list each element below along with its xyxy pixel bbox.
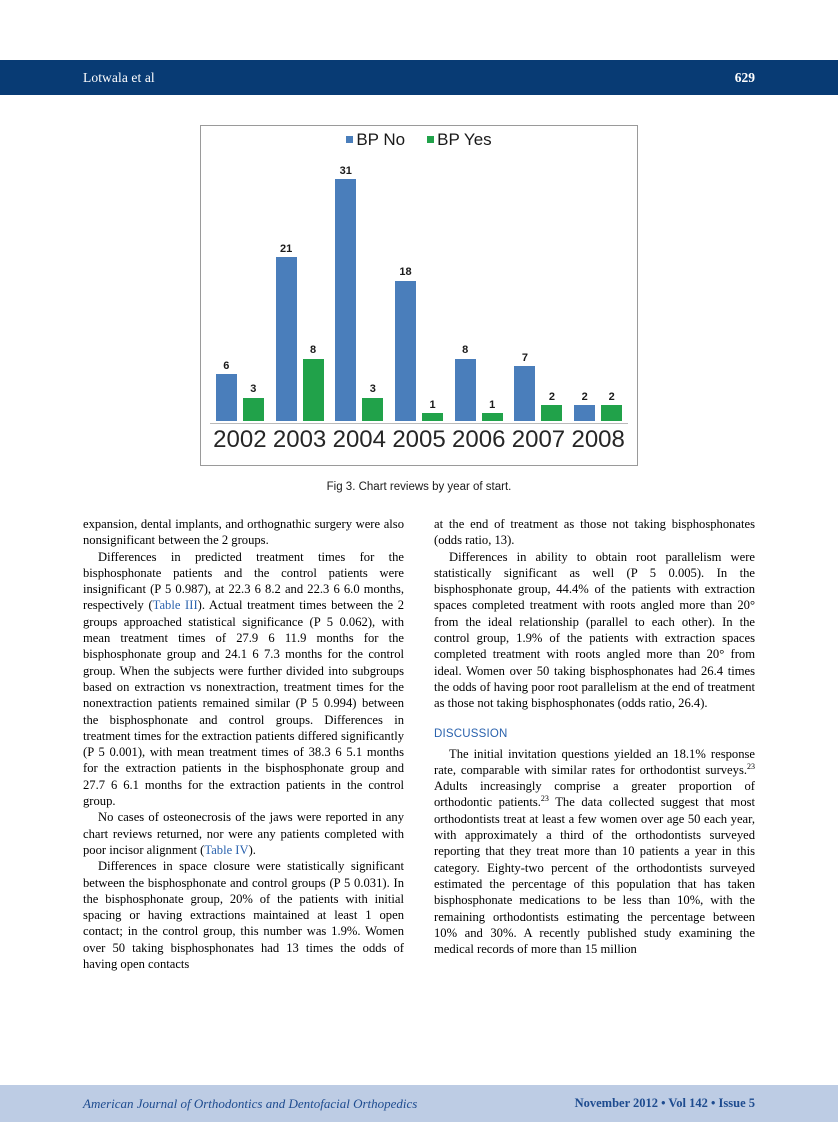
legend-swatch-bp-yes	[427, 136, 434, 143]
footer-band	[0, 1085, 838, 1122]
bar-bp-no	[216, 158, 237, 421]
bar-group	[568, 158, 628, 421]
running-head-band	[0, 60, 838, 95]
page-number: 629	[734, 69, 755, 85]
bar-value-label: 31	[339, 164, 352, 177]
bar-bp-yes	[422, 158, 443, 421]
legend-item-bp-no	[346, 131, 405, 148]
bar-value-label: 7	[521, 351, 529, 364]
bar-rect	[276, 257, 297, 421]
bar-group	[389, 158, 449, 421]
bar-value-label: 1	[429, 398, 436, 411]
right-column	[434, 516, 755, 972]
bar-bp-yes	[303, 158, 324, 421]
left-column	[83, 516, 404, 972]
bar-rect	[395, 281, 416, 421]
bar-bp-no	[574, 158, 595, 421]
table-reference-link[interactable]: Table IV	[204, 842, 249, 857]
bar-group	[329, 158, 389, 421]
bar-value-label: 3	[369, 383, 376, 396]
bar-bp-no	[335, 158, 356, 421]
bar-rect	[541, 405, 562, 421]
bar-groups	[210, 158, 628, 421]
bar-bp-no	[395, 158, 416, 421]
legend-label-bp-yes: BP Yes	[437, 130, 492, 149]
legend-label-bp-no: BP No	[356, 130, 406, 149]
bar-rect	[482, 413, 503, 421]
bar-value-label: 18	[399, 266, 412, 279]
issue-info: November 2012 • Vol 142 • Issue 5	[574, 1096, 755, 1110]
bar-rect	[422, 413, 443, 421]
x-tick-label: 2006	[452, 426, 506, 453]
bar-rect	[601, 405, 622, 421]
chart-legend	[201, 131, 637, 148]
paragraph: Differences in predicted treatment times for the bisphosphonate patients and the control patients were insignificant (P 5 0.987), at 22.3 6 8.2 and 22.3 6 6.0 months, respectively (Table III). Actual treatment times between the 2 groups approached statistical significance (P 5 0.062), with mean treatment times of 27.9 6 11.9 months for the bisphosphonate group and 24.1 6 7.3 months for the control group. When the subjects were further divided into subgroups based on extraction vs nonextraction, treatment times for the nonextraction patients remained similar (P 5 0.994) between the bisphosphonate and control groups. Differences in treatment times for the extraction patients differed significantly (P 5 0.001), with mean treatment times of 38.3 6 5.1 months for the extraction patients in the bisphosphonate group and 27.7 6 6.1 months for the extraction patients in the control group.	[83, 549, 404, 809]
x-axis-line	[210, 423, 628, 424]
bar-rect	[455, 359, 476, 421]
bar-value-label: 8	[310, 344, 317, 357]
x-tick-label: 2004	[332, 426, 386, 453]
running-head-inner	[83, 60, 755, 95]
x-tick-label: 2003	[272, 426, 327, 453]
bar-value-label: 2	[581, 390, 588, 403]
reference-marker[interactable]: 23	[540, 794, 549, 804]
bar-rect	[574, 405, 595, 421]
bar-bp-no	[455, 158, 476, 421]
legend-swatch-bp-no	[346, 136, 353, 143]
bar-value-label: 3	[250, 383, 257, 396]
bar-value-label: 8	[462, 344, 469, 357]
paragraph: expansion, dental implants, and orthognathic surgery were also nonsignificant between the 2 groups.	[83, 517, 404, 548]
bar-bp-no	[514, 158, 535, 421]
bar-group	[509, 158, 569, 421]
paragraph: The initial invitation questions yielded an 18.1% response rate, comparable with similar rates for orthodontist surveys.$^{23}$ Adults increasingly comprise a greater proportion of orthodontic patients.$^{23}$ The data collected suggest that most orthodontists treat at least a few women over age 50 each year, with approximately a third of the orthodontists surveyed reporting that they treat more than 10 patients a year in this category. Eighty-two percent of the orthodontists surveyed estimated the percentage of this population that has taken bisphosphonate medications to be less than 10%, with the remaining orthodontists estimating the percentage between 10% and 30%. A recently published study examining the medical records of more than 15 million	[434, 746, 756, 957]
running-head-title: Lotwala et al	[83, 69, 155, 85]
x-tick-label: 2007	[511, 426, 566, 453]
bar-bp-no	[276, 158, 297, 421]
bar-group	[270, 158, 330, 421]
bar-bp-yes	[243, 158, 264, 421]
bar-rect	[335, 179, 356, 421]
reference-marker[interactable]: 23	[747, 761, 755, 771]
bar-chart	[200, 125, 638, 466]
figure-3	[0, 125, 838, 493]
bar-group	[449, 158, 509, 421]
bar-rect	[362, 398, 383, 421]
figure-caption: Fig 3. Chart reviews by year of start.	[326, 481, 512, 493]
bar-value-label: 2	[548, 390, 556, 403]
bar-bp-yes	[362, 158, 383, 421]
bar-bp-yes	[601, 158, 622, 421]
bar-group	[210, 158, 270, 421]
legend-item-bp-yes	[427, 131, 492, 148]
paragraph: No cases of osteonecrosis of the jaws were reported in any chart reviews returned, nor were any patients completed with poor incisor alignment (Table IV).	[83, 810, 404, 857]
table-reference-link[interactable]: Table III	[152, 598, 198, 613]
bar-bp-yes	[541, 158, 562, 421]
bar-value-label: 6	[223, 359, 230, 372]
section-heading-discussion: DISCUSSION	[434, 727, 508, 740]
paragraph: at the end of treatment as those not taking bisphosphonates (odds ratio, 13).	[434, 517, 755, 548]
footer-inner	[83, 1085, 755, 1122]
x-tick-label: 2008	[571, 426, 625, 453]
body-columns	[83, 516, 755, 972]
bar-rect	[303, 359, 324, 421]
bar-bp-yes	[482, 158, 503, 421]
x-tick-label: 2002	[213, 426, 267, 453]
bar-value-label: 2	[608, 390, 615, 403]
bar-rect	[216, 374, 237, 421]
bar-value-label: 1	[489, 398, 496, 411]
bar-rect	[243, 398, 264, 421]
x-tick-label: 2005	[392, 426, 446, 453]
paragraph: Differences in space closure were statistically significant between the bisphosphonate and control groups (P 5 0.031). In the bisphosphonate group, 20% of the patients with initial spacing or having extractions maintained at least 1 open contact; in the control group, this number was 1.9%. Women over 50 taking bisphosphonates had 13 times the odds of having open contacts	[83, 859, 404, 972]
x-axis-tick-labels	[210, 426, 628, 454]
bar-value-label: 21	[279, 242, 293, 255]
plot-area	[210, 158, 628, 421]
journal-name: American Journal of Orthodontics and Dentofacial Orthopedics	[83, 1095, 418, 1111]
bar-rect	[514, 366, 535, 421]
paragraph: Differences in ability to obtain root parallelism were statistically significant as well (P 5 0.005). In the bisphosphonate group, 44.4% of the patients with extraction spaces completed treatment with roots angled more than 20° from the ideal relationship (parallel to each other). In the control group, 1.9% of the patients with extraction spaces completed treatment with roots angled more than 20° from ideal. Women over 50 taking bisphosphonates had 26.4 times the odds of having poor root parallelism at the end of treatment as those not taking bisphosphonates (odds ratio, 26.4).	[434, 549, 755, 711]
